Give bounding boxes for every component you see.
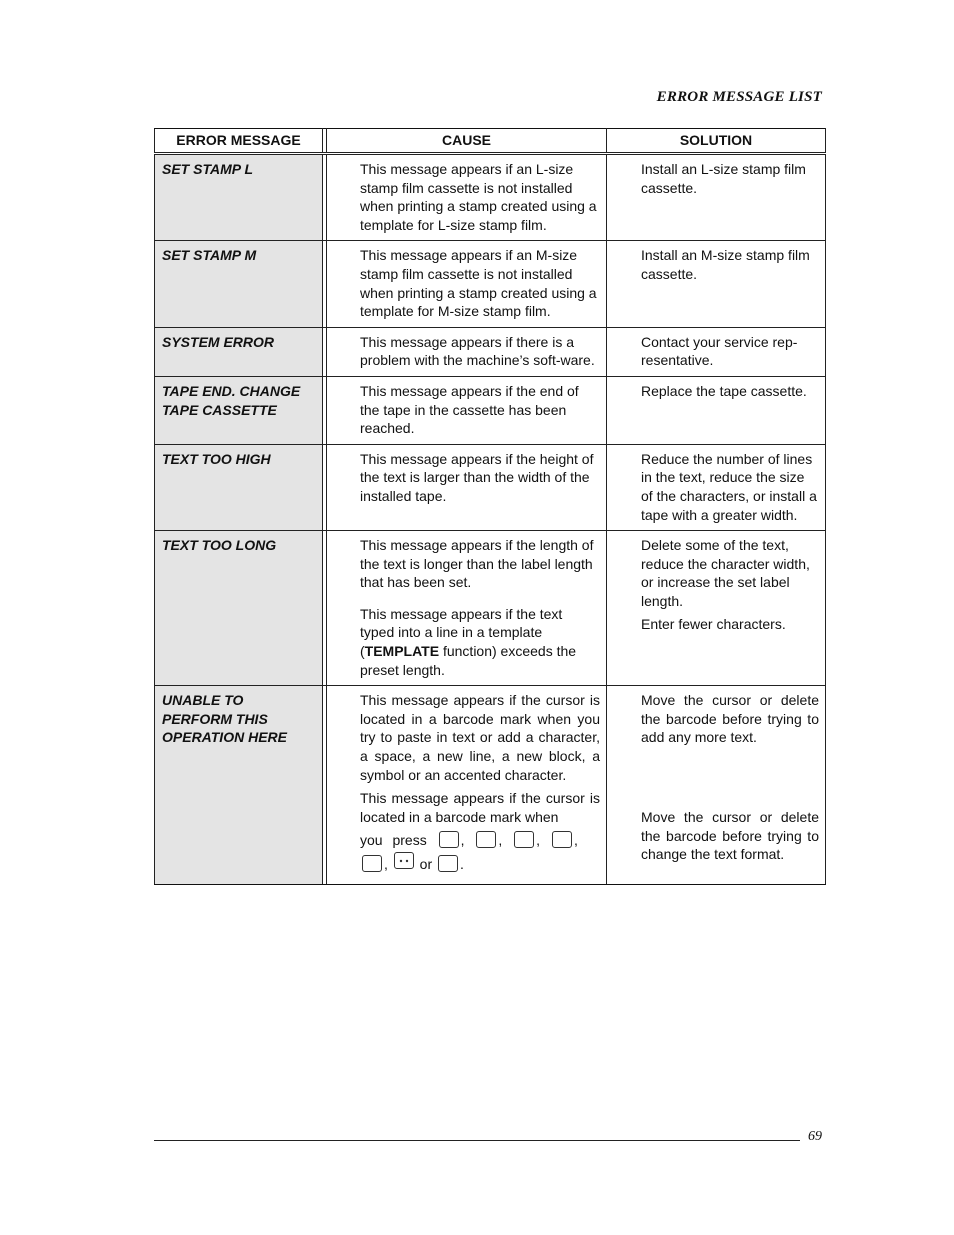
table-row — [155, 531, 826, 686]
solution-cell: Install an M-size stamp film cassette. — [607, 241, 826, 327]
error-message-table — [154, 128, 826, 885]
cause-text-part: function) exceeds the preset length. — [360, 643, 577, 678]
cause-text — [360, 605, 600, 679]
table-header-row — [155, 129, 826, 154]
or-text: or — [419, 856, 433, 873]
solution-text: Delete some of the text, reduce the character width, or increase the set label length. — [641, 537, 810, 609]
cause-text-part: This message appears if the text typed into a line in a template ( — [360, 605, 563, 660]
key-icon — [362, 855, 382, 872]
page-number: 69 — [808, 1129, 822, 1144]
cause-cell — [327, 531, 607, 686]
column-header-cause: CAUSE — [327, 129, 607, 154]
solution-cell: Reduce the number of lines in the text, reduce the size of the characters, or install a tape with a greater width. — [607, 444, 826, 530]
column-header-error-message: ERROR MESSAGE — [155, 129, 323, 154]
key-icon — [514, 831, 534, 848]
error-message-line: PERFORM THIS — [162, 710, 268, 727]
solution-cell: Contact your service rep-resentative. — [607, 327, 826, 376]
cause-cell — [327, 686, 607, 885]
solution-text: Enter fewer characters. — [641, 616, 786, 633]
solution-cell: Install an L-size stamp film cassette. — [607, 154, 826, 241]
cause-cell: This message appears if the end of the tape in the cassette has been reached. — [327, 376, 607, 444]
symbol-key-icon — [394, 852, 414, 869]
error-message-line: OPERATION HERE — [162, 729, 287, 746]
you-press-text: you press — [360, 832, 427, 849]
key-icon — [552, 831, 572, 848]
cause-cell: This message appears if an L-size stamp film cassette is not installed when printing a stamp created using a template for L-size stamp film. — [327, 154, 607, 241]
error-message-cell: SET STAMP L — [155, 154, 323, 241]
table-row — [155, 241, 826, 327]
key-icon — [476, 831, 496, 848]
table-row — [155, 154, 826, 241]
table-row — [155, 444, 826, 530]
cause-text: This message appears if the cursor is located in a barcode mark when you try to paste in text or add a character, a space, a new line, a new block, a symbol or an accented character. — [360, 692, 600, 783]
table-row — [155, 327, 826, 376]
error-message-line: TAPE END. CHANGE — [162, 382, 301, 399]
key-icon — [439, 831, 459, 848]
footer-rule — [154, 1140, 800, 1141]
cause-text: This message appears if the cursor is located in a barcode mark when — [360, 790, 600, 825]
key-sequence: , or . — [360, 850, 600, 878]
cause-cell: This message appears if there is a problem with the machine’s soft-ware. — [327, 327, 607, 376]
error-message-cell — [155, 376, 323, 444]
error-message-line: TAPE CASSETTE — [162, 401, 277, 418]
column-header-solution: SOLUTION — [607, 129, 826, 154]
solution-text: Move the cursor or delete the barcode before trying to change the text format. — [641, 809, 819, 863]
error-message-cell: SYSTEM ERROR — [155, 327, 323, 376]
solution-text: Move the cursor or delete the barcode before trying to add any more text. — [641, 692, 819, 746]
solution-cell — [607, 531, 826, 686]
cause-cell: This message appears if an M-size stamp film cassette is not installed when printing a stamp created using a template for M-size stamp film. — [327, 241, 607, 327]
error-message-line: UNABLE TO — [162, 692, 244, 709]
table-row — [155, 686, 826, 885]
solution-cell — [607, 686, 826, 885]
cause-cell: This message appears if the height of the text is larger than the width of the installed tape. — [327, 444, 607, 530]
table-row — [155, 376, 826, 444]
cause-text: This message appears if the length of the text is longer than the label length that has been set. — [360, 537, 594, 591]
error-message-cell: TEXT TOO LONG — [155, 531, 323, 686]
error-message-cell: TEXT TOO HIGH — [155, 444, 323, 530]
solution-cell: Replace the tape cassette. — [607, 376, 826, 444]
section-title: ERROR MESSAGE LIST — [656, 89, 822, 105]
key-sequence: you press , , , , — [360, 832, 578, 849]
error-message-cell: SET STAMP M — [155, 241, 323, 327]
error-message-cell — [155, 686, 323, 885]
key-icon — [438, 855, 458, 872]
template-function-name: TEMPLATE — [364, 643, 440, 660]
